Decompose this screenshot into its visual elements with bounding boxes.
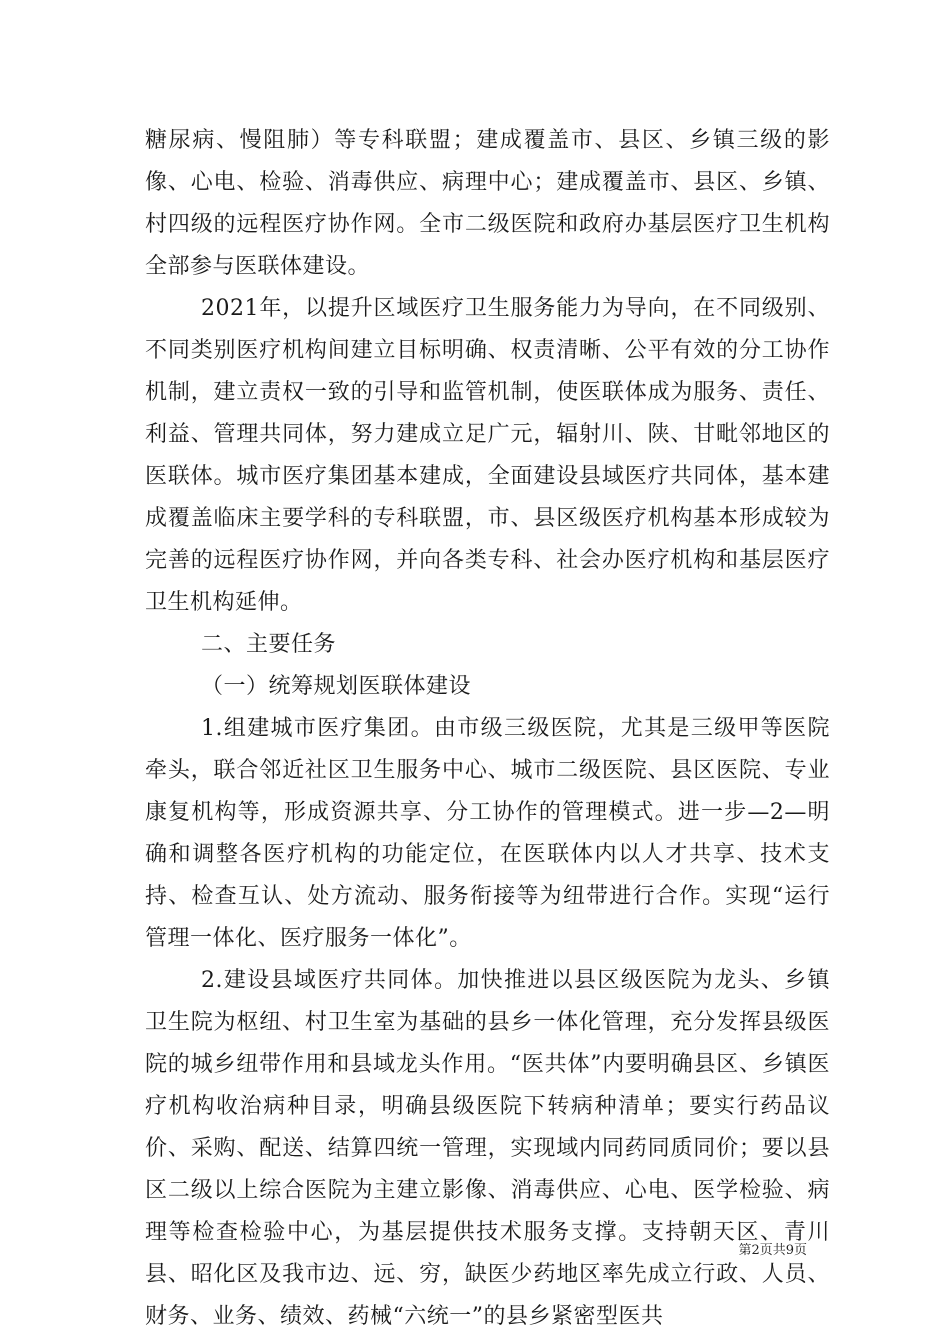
paragraph-item-2: 2.建设县域医疗共同体。加快推进以县区级医院为龙头、乡镇卫生院为枢纽、村卫生室为基础的县乡一体化管理，充分发挥县级医院的城乡纽带作用和县域龙头作用。“医共体”内要明确县区、乡镇医疗机构收治病种目录，明确县级医院下转病种清单；要实行药品议价、采购、配送、结算四统一管理，实现域内同药同质同价；要以县区二级以上综合医院为主建立影像、消毒供应、心电、医学检验、病理等检查检验中心，为基层提供技术服务支撑。支持朝天区、青川县、昭化区及我市边、远、穷，缺医少药地区率先成立行政、人员、财务、业务、绩效、药械“六统一”的县乡紧密型医共: [145, 968, 830, 1329]
paragraph-2021-goals: 2021年，以提升区域医疗卫生服务能力为导向，在不同级别、不同类别医疗机构间建立目标明确、权责清晰、公平有效的分工协作机制，建立责权一致的引导和监管机制，使医联体成为服务、责任、利益、管理共同体，努力建成立足广元，辐射川、陕、甘毗邻地区的医联体。城市医疗集团基本建成，全面建设县域医疗共同体，基本建成覆盖临床主要学科的专科联盟，市、县区级医疗机构基本形成较为完善的远程医疗协作网，并向各类专科、社会办医疗机构和基层医疗卫生机构延伸。: [145, 296, 830, 615]
document-body: [145, 120, 830, 1338]
paragraph-continuation: 糖尿病、慢阻肺）等专科联盟；建成覆盖市、县区、乡镇三级的影像、心电、检验、消毒供应、病理中心；建成覆盖市、县区、乡镇、村四级的远程医疗协作网。全市二级医院和政府办基层医疗卫生机构全部参与医联体建设。: [145, 128, 830, 279]
paragraph-item-1: 1.组建城市医疗集团。由市级三级医院，尤其是三级甲等医院牵头，联合邻近社区卫生服务中心、城市二级医院、县区医院、专业康复机构等，形成资源共享、分工协作的管理模式。进一步—2—明确和调整各医疗机构的功能定位，在医联体内以人才共享、技术支持、检查互认、处方流动、服务衔接等为纽带进行合作。实现“运行管理一体化、医疗服务一体化”。: [145, 716, 830, 951]
subsection-heading-planning: （一）统筹规划医联体建设: [201, 674, 472, 699]
section-heading-main-tasks: 二、主要任务: [201, 632, 337, 657]
page-number: 第2页共9页: [738, 1243, 807, 1258]
